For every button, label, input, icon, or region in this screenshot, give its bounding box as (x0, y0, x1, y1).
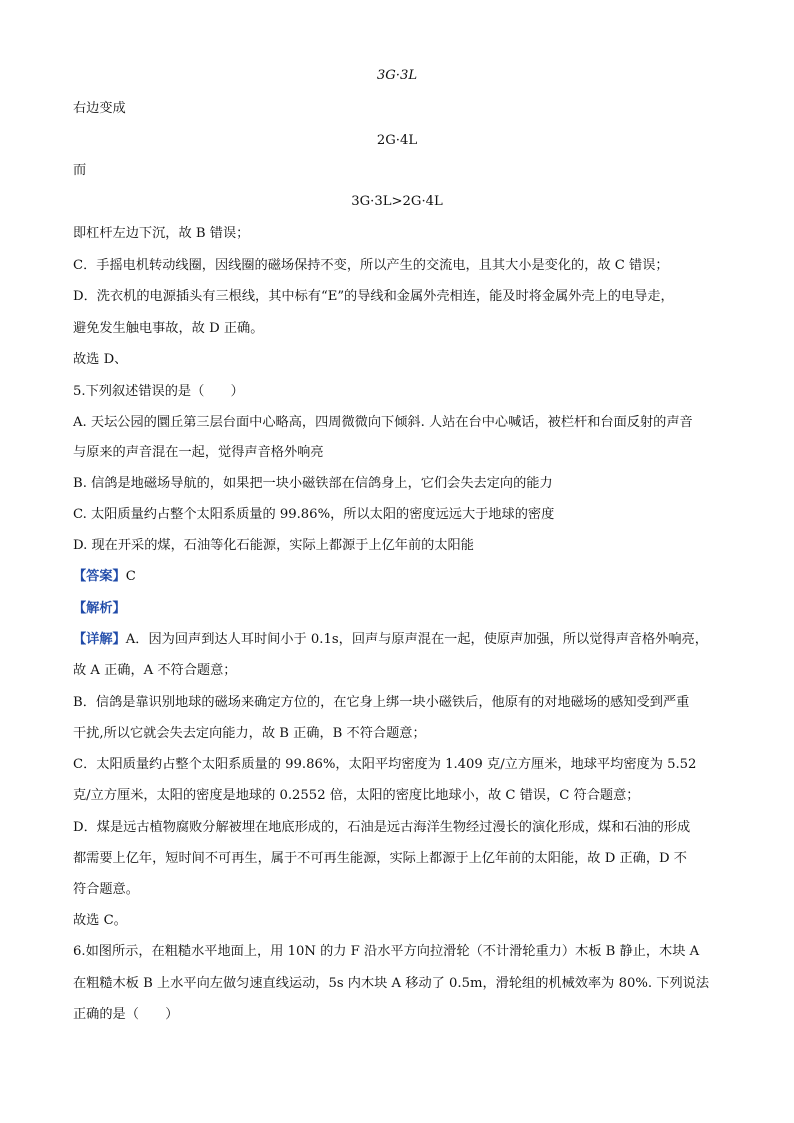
q5-conclusion: 故选 C。 (73, 913, 127, 928)
q5-detail-d-1: D．煤是远古植物腐败分解被埋在地底形成的，石油是远古海洋生物经过漫长的演化形成，煤和石油的形成 (73, 820, 691, 835)
text-q4-conclusion: 故选 D、 (73, 352, 128, 367)
q5-detail-a-1 (73, 631, 725, 649)
q5-detail-c-2: 克/立方厘米，太阳的密度是地球的 0.2552 倍，太阳的密度比地球小，故 C 错误，C 符合题意； (73, 788, 640, 803)
detail-a-text: A．因为回声到达人耳时间小于 0.1s，回声与原声混在一起，使原声加强，所以觉得声音格外响亮， (125, 632, 708, 647)
text-d-explanation-1: D．洗衣机的电源插头有三根线，其中标有“E”的导线和金属外壳相连，能及时将金属外壳上的电导走， (73, 289, 674, 304)
q5-option-b: B. 信鸽是地磁场导航的，如果把一块小磁铁部在信鸽身上，它们会失去定向的能力 (73, 476, 553, 491)
q6-stem-2: 在粗糙木板 B 上水平向左做匀速直线运动，5s 内木块 A 移动了 0.5m，滑轮组的机械效率为 80%. 下列说法 (73, 976, 710, 991)
detail-label: 【详解】 (73, 632, 126, 647)
text-b-conclusion: 即杠杆左边下沉，故 B 错误； (73, 226, 250, 241)
q5-detail-a-2: 故 A 正确，A 不符合题意； (73, 663, 237, 678)
q5-detail-d-3: 符合题意。 (73, 882, 139, 897)
answer-label: 【答案】 (73, 569, 126, 584)
text-c-explanation: C．手摇电机转动线圈，因线圈的磁场保持不变，所以产生的交流电，且其大小是变化的，故 C 错误； (73, 258, 669, 273)
q5-detail-d-2: 都需要上亿年，短时间不可再生，属于不可再生能源，实际上都源于上亿年前的太阳能，故 D 正确，D 不 (73, 851, 687, 866)
q5-answer (73, 568, 725, 586)
formula-left-torque: 3G·3L (376, 68, 418, 83)
q5-detail-c-1: C．太阳质量约占整个太阳系质量的 99.86%，太阳平均密度为 1.409 克/立方厘米，地球平均密度为 5.52 (73, 757, 697, 772)
q6-stem-3: 正确的是（ ） (73, 1007, 179, 1022)
q5-option-a-1: A. 天坛公园的圜丘第三层台面中心略高，四周微微向下倾斜. 人站在台中心喊话，被栏杆和台面反射的声音 (73, 415, 693, 430)
formula-right-torque: 2G·4L (376, 133, 418, 148)
q5-detail-b-2: 干扰,所以它就会失去定向能力，故 B 正确，B 不符合题意； (73, 726, 426, 741)
text-and: 而 (73, 163, 87, 178)
analysis-label: 【解析】 (73, 601, 126, 616)
answer-value: C (125, 569, 136, 584)
q5-detail-b-1: B．信鸽是靠识别地球的磁场来确定方位的，在它身上绑一块小磁铁后，他原有的对地磁场的感知受到严重 (73, 695, 690, 710)
q5-analysis-heading (73, 600, 725, 618)
q5-option-a-2: 与原来的声音混在一起，觉得声音格外响亮 (73, 445, 324, 460)
q5-option-d: D. 现在开采的煤，石油等化石能源，实际上都源于上亿年前的太阳能 (73, 538, 474, 553)
q5-stem: 5.下列叙述错误的是（ ） (73, 384, 244, 399)
formula-comparison: 3G·3L>2G·4L (351, 194, 443, 209)
text-right-becomes: 右边变成 (73, 101, 126, 116)
q5-option-c: C. 太阳质量约占整个太阳系质量的 99.86%，所以太阳的密度远远大于地球的密度 (73, 507, 555, 522)
text-d-explanation-2: 避免发生触电事故，故 D 正确。 (73, 321, 264, 336)
q6-stem-1: 6.如图所示，在粗糙水平地面上，用 10N 的力 F 沿水平方向拉滑轮（不计滑轮重力）木板 B 静止，木块 A (73, 944, 700, 959)
